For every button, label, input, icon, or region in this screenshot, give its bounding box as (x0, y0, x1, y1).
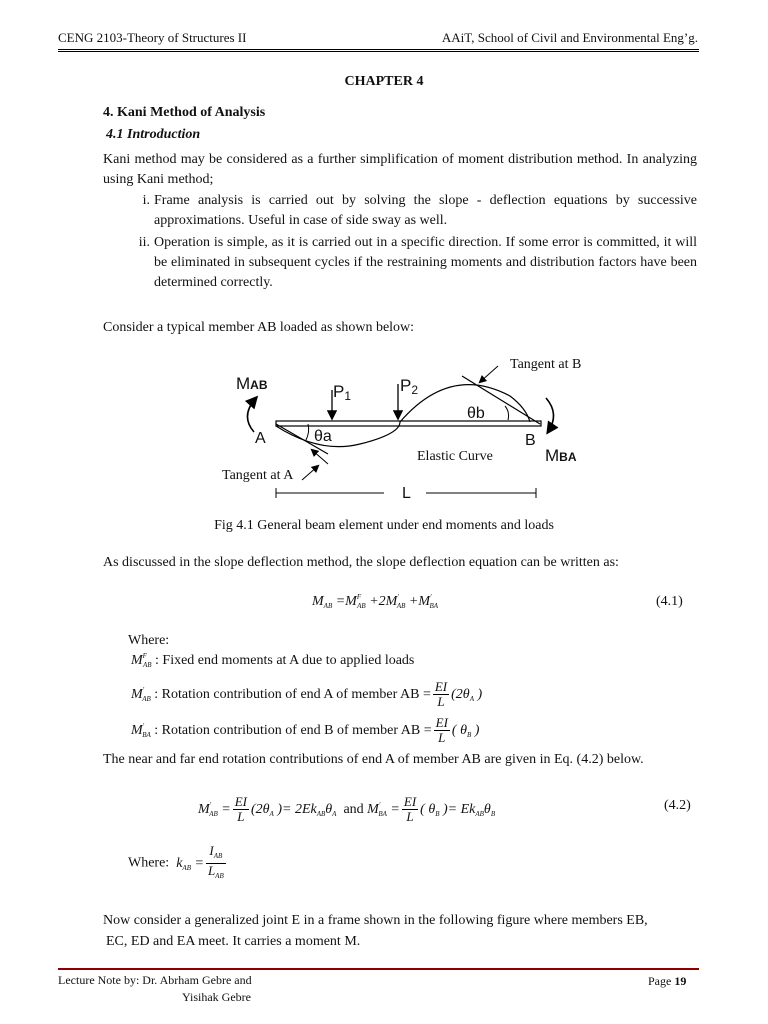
now-consider-line-2: EC, ED and EA meet. It carries a moment M. (106, 934, 361, 949)
where-label: Where: (128, 633, 170, 648)
equation-4-1: $M_{AB} =M^F_{AB} +2M'_{AB} +M'_{BA}$ (312, 593, 439, 610)
footer-author-2: Yisihak Gebre (182, 990, 251, 1004)
label-p1: P1 (333, 382, 352, 403)
label-elastic-curve: Elastic Curve (417, 449, 493, 464)
label-p2: P2 (400, 376, 419, 397)
consider-text: Consider a typical member AB loaded as shown below: (103, 320, 415, 335)
k-definition: Where: $k_{AB}$ = $\frac{I_{AB}}{L_{AB}}$ (128, 843, 224, 880)
def-fixed-end: $M^F_{AB}$ : Fixed end moments at A due to applied loads (131, 652, 415, 669)
equation-4-2-number: (4.2) (664, 798, 691, 813)
section-title: 4. Kani Method of Analysis (103, 105, 266, 120)
near-far-text: The near and far end rotation contributions of end A of member AB are given in Eq. (4.2) below. (103, 752, 644, 767)
now-consider-line-1: Now consider a generalized joint E in a frame shown in the following figure where members EB, (103, 913, 648, 928)
footer-rule (58, 968, 699, 970)
equation-4-2: $M'_{AB}$ = $\frac{EI}{L}$ ($2\theta_A$ )= $2Ek_{AB}\theta_A$ and $M'_{BA}$ = $\frac{EI}{L}$ ( $\theta_B$ )= $Ek_{AB}\theta_B$ (198, 794, 496, 825)
label-theta-b: θb (467, 405, 485, 422)
beam (276, 421, 541, 426)
footer-lecture: Lecture Note by: Dr. Abrham Gebre and (58, 973, 252, 987)
header-rule (58, 49, 699, 50)
equation-4-1-number: (4.1) (656, 594, 683, 609)
list-item-number: ii. (138, 235, 150, 250)
list-item-number: i. (142, 193, 150, 208)
label-tangent-b: Tangent at B (510, 357, 582, 372)
tangent-a-pointer (302, 466, 318, 480)
moment-ab-arrow (247, 398, 256, 432)
label-tangent-a: Tangent at A (222, 468, 294, 483)
label-m-ab: MAB (236, 374, 268, 393)
figure-caption: Fig 4.1 General beam element under end moments and loads (214, 518, 554, 533)
subsection-title: 4.1 Introduction (106, 127, 201, 142)
label-theta-a: θa (314, 428, 332, 445)
label-b: B (525, 432, 536, 449)
header-course: CENG 2103-Theory of Structures II (58, 30, 247, 45)
label-length: L (402, 485, 411, 502)
list-item: Frame analysis is carried out by solving the slope - deflection equations by successive approximations. Useful in case of side sway as well. (154, 193, 697, 228)
moment-ba-arrow (546, 398, 554, 432)
header-rule-2 (58, 51, 699, 52)
chapter-title: CHAPTER 4 (344, 74, 424, 89)
discussed-text: As discussed in the slope deflection method, the slope deflection equation can be written as: (103, 555, 619, 570)
label-a: A (255, 430, 266, 447)
footer-page: Page 19 (648, 974, 687, 988)
theta-b-arc (505, 406, 509, 420)
header-school: AAiT, School of Civil and Environmental Eng’g. (441, 30, 698, 45)
list-item: Operation is simple, as it is carried out in a specific direction. If some error is committed, it will be eliminated in subsequent cycles if the restraining moments and distribution factors have been determined correctly. (154, 235, 697, 290)
def-rotation-b: $M'_{BA}$ : Rotation contribution of end B of member AB = $\frac{EI}{L}$ ( $\theta_B$ ) (131, 715, 480, 746)
tangent-b-pointer (480, 366, 498, 382)
intro-paragraph: Kani method may be considered as a further simplification of moment distribution method. In analyzing using Kani method; (103, 152, 697, 187)
label-m-ba: MBA (545, 446, 577, 465)
def-rotation-a: $M'_{AB}$ : Rotation contribution of end A of member AB = $\frac{EI}{L}$ ($2\theta_A$ ) (131, 679, 483, 710)
